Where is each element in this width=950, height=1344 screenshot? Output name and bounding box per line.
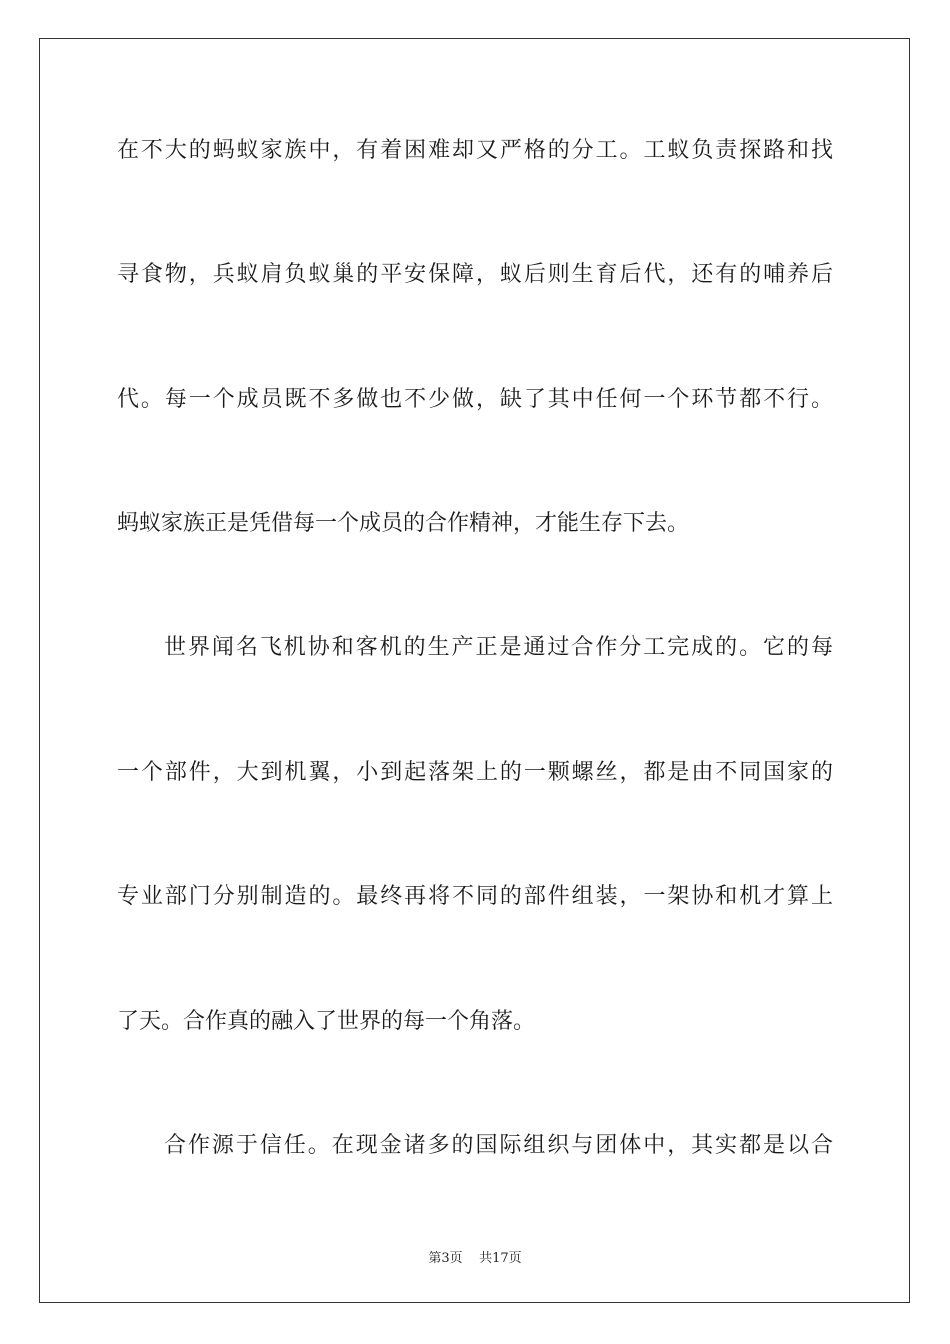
page-border	[39, 38, 910, 1303]
paragraph-line: 在不大的蚂蚁家族中，有着困难却又严格的分工。工蚁负责探路和找	[117, 138, 833, 163]
page-number: 第3页	[428, 1251, 463, 1266]
paragraph-line: 蚂蚁家族正是凭借每一个成员的合作精神，才能生存下去。	[117, 511, 690, 536]
paragraph-line: 代。每一个成员既不多做也不少做，缺了其中任何一个环节都不行。	[117, 387, 833, 412]
paragraph-line: 世界闻名飞机协和客机的生产正是通过合作分工完成的。它的每	[164, 635, 833, 660]
paragraph-line: 专业部门分别制造的。最终再将不同的部件组装，一架协和机才算上	[117, 884, 833, 909]
paragraph-line: 一个部件，大到机翼，小到起落架上的一颗螺丝，都是由不同国家的	[117, 760, 833, 785]
page-footer	[0, 1247, 950, 1266]
total-pages: 共17页	[479, 1251, 522, 1266]
paragraph-line: 寻食物，兵蚁肩负蚁巢的平安保障，蚁后则生育后代，还有的哺养后	[117, 262, 833, 287]
paragraph-line: 合作源于信任。在现金诸多的国际组织与团体中，其实都是以合	[164, 1133, 833, 1158]
paragraph-line: 了天。合作真的融入了世界的每一个角落。	[117, 1009, 536, 1034]
